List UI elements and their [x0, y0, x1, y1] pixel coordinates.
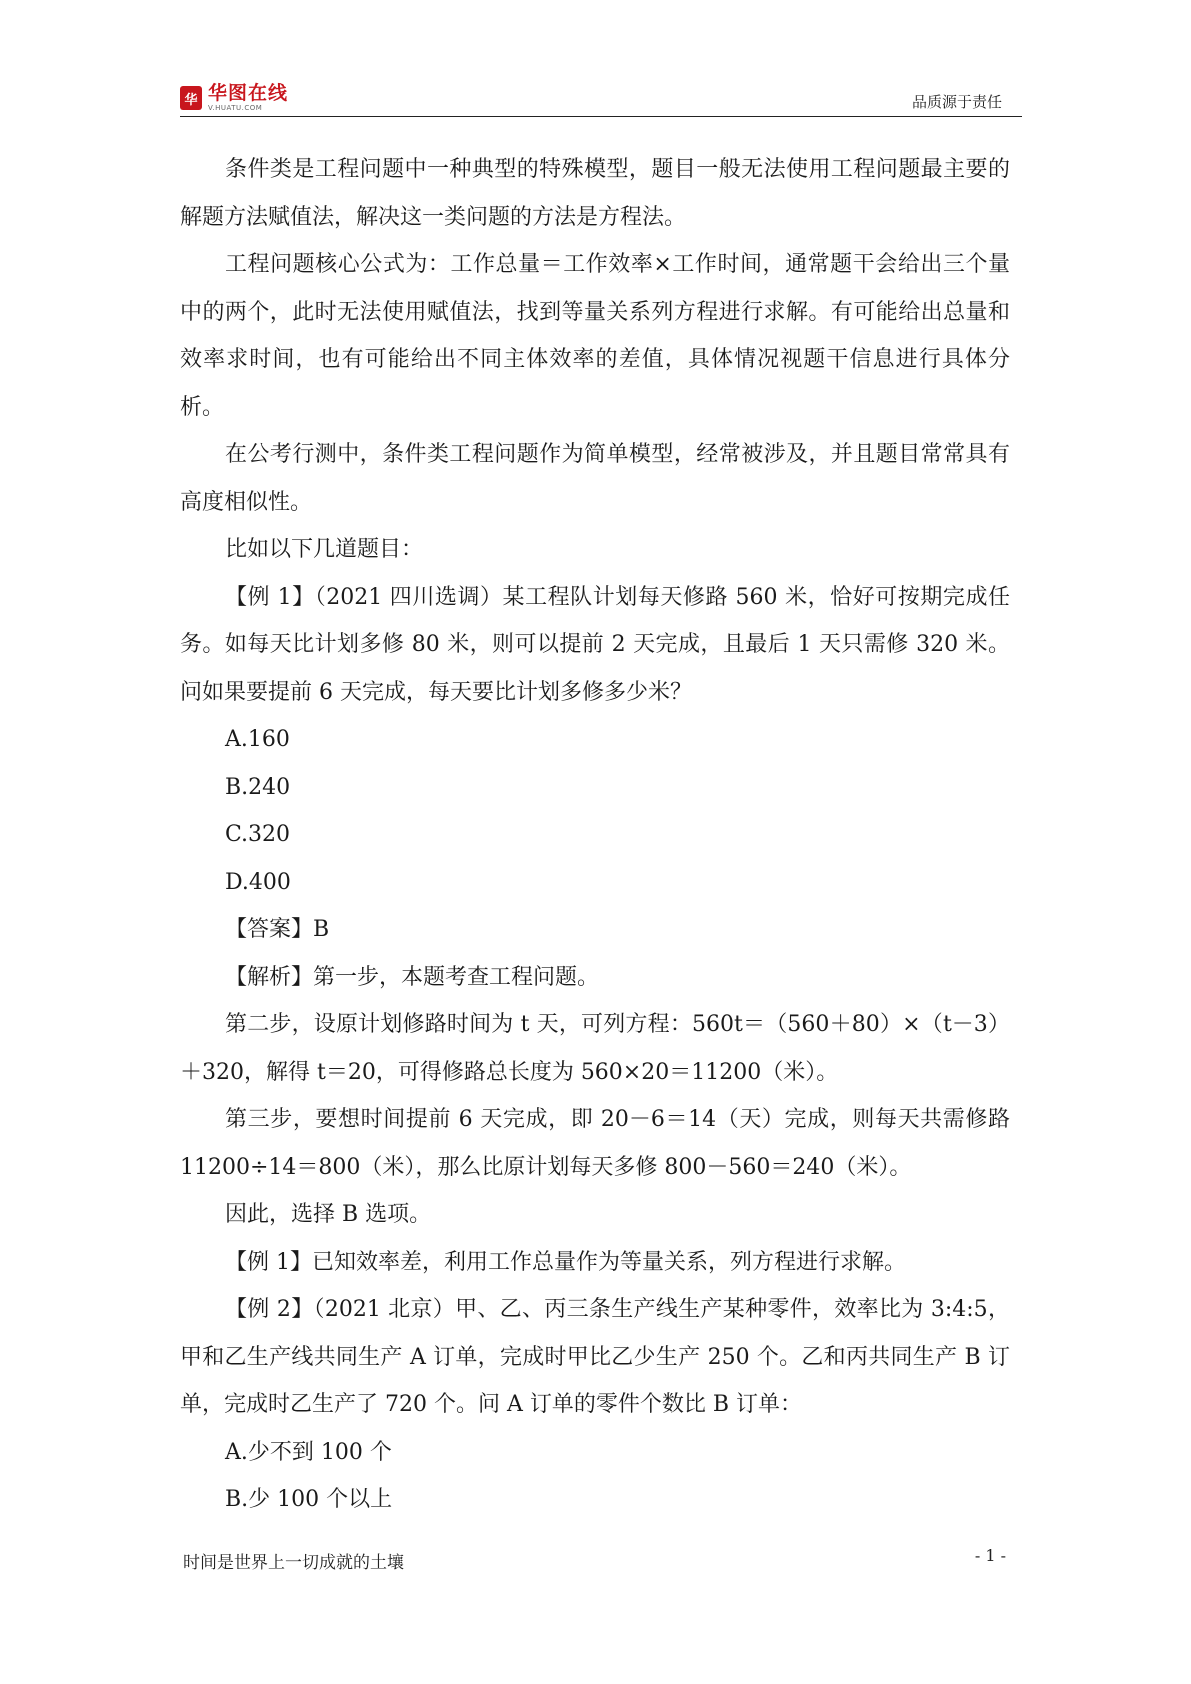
paragraph-formula: 工程问题核心公式为：工作总量＝工作效率×工作时间，通常题干会给出三个量中的两个，此时无法使用赋值法，找到等量关系列方程进行求解。有可能给出总量和效率求时间，也有可能给出不同主体效率的差值，具体情况视题干信息进行具体分析。 — [180, 252, 1010, 420]
paragraph-lead: 比如以下几道题目： — [225, 537, 424, 562]
example-2-option-b: B.少 100 个以上 — [225, 1487, 393, 1512]
huatu-logo — [180, 84, 288, 112]
example-2-question: 【例 2】（2021 北京）甲、乙、丙三条生产线生产某种零件，效率比为 3:4:5，甲和乙生产线共同生产 A 订单，完成时甲比乙少生产 250 个。乙和丙共同生产 B 订单，完成时乙生产了 720 个。问 A 订单的零件个数比 B 订单： — [180, 1297, 1010, 1417]
example-1-summary: 【例 1】已知效率差，利用工作总量作为等量关系，列方程进行求解。 — [225, 1249, 906, 1275]
example-2-option-a: A.少不到 100 个 — [225, 1439, 392, 1465]
example-1-analysis-step1: 【解析】第一步，本题考查工程问题。 — [225, 964, 600, 990]
example-1-answer: 【答案】B — [225, 917, 330, 942]
paragraph-intro: 条件类是工程问题中一种典型的特殊模型，题目一般无法使用工程问题最主要的解题方法赋值法，解决这一类问题的方法是方程法。 — [180, 157, 1010, 230]
logo-name: 华图在线 — [208, 82, 289, 104]
example-1-option-a: A.160 — [225, 727, 290, 752]
page-header — [180, 80, 1022, 117]
page-number: - 1 - — [974, 1546, 1006, 1565]
header-slogan: 品质源于责任 — [911, 93, 1002, 111]
paragraph-context: 在公考行测中，条件类工程问题作为简单模型，经常被涉及，并且题目常常具有高度相似性。 — [180, 442, 1010, 515]
example-1-analysis-step2: 第二步，设原计划修路时间为 t 天，可列方程：560t＝（560＋80）×（t－3）＋320，解得 t＝20，可得修路总长度为 560×20＝11200（米）。 — [180, 1012, 1010, 1085]
example-1-option-c: C.320 — [225, 822, 291, 847]
logo-mark-icon: 华 — [180, 86, 202, 110]
example-1-conclusion: 因此，选择 B 选项。 — [225, 1202, 432, 1227]
document-body — [180, 146, 1010, 1524]
example-1-question: 【例 1】（2021 四川选调）某工程队计划每天修路 560 米，恰好可按期完成任务。如每天比计划多修 80 米，则可以提前 2 天完成，且最后 1 天只需修 320 米。问如果要提前 6 天完成，每天要比计划多修多少米？ — [180, 584, 1010, 705]
example-1-option-b: B.240 — [225, 774, 291, 800]
example-1-analysis-step3: 第三步，要想时间提前 6 天完成，即 20－6＝14（天）完成，则每天共需修路 11200÷14＝800（米），那么比原计划每天多修 800－560＝240（米）。 — [180, 1107, 1010, 1180]
footer-motto: 时间是世界上一切成就的土壤 — [183, 1553, 404, 1573]
example-1-option-d: D.400 — [225, 869, 291, 895]
logo-url: V.HUATU.COM — [208, 104, 263, 112]
